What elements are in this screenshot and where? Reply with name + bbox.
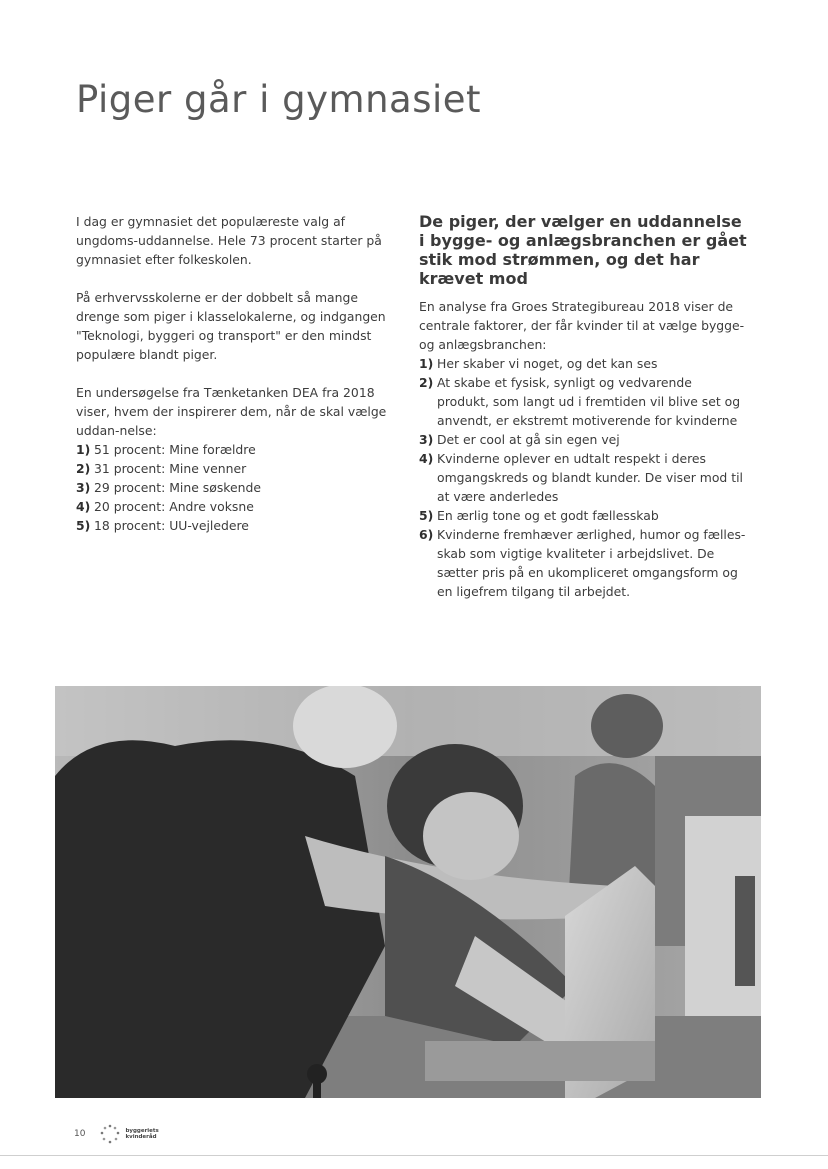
- list-item: [419, 449, 747, 506]
- publisher-logo: [99, 1123, 169, 1145]
- list-number: 4): [419, 451, 434, 466]
- list-text: Kvinderne fremhæver ærlighed, humor og fælles-skab som vigtige kvaliteter i arbejdslivet. De sætter pris på en ukompliceret omgangsform og en ligefrem tilgang til arbejdet.: [437, 527, 746, 599]
- page-title: Piger går i gymnasiet: [76, 78, 482, 121]
- list-item: [419, 506, 747, 525]
- list-text: Det er cool at gå sin egen vej: [437, 432, 620, 447]
- list-text: 51 procent: Mine forældre: [94, 442, 256, 457]
- list-item: [76, 440, 402, 459]
- survey-paragraph: En undersøgelse fra Tænketanken DEA fra 2018 viser, hvem der inspirerer dem, når de skal vælge uddan-nelse:: [76, 385, 387, 438]
- list-number: 6): [419, 527, 434, 542]
- list-item: [76, 516, 402, 535]
- list-item: [76, 497, 402, 516]
- section-heading: De piger, der vælger en uddannelse i bygge- og anlægsbranchen er gået stik mod strømmen, og det har krævet mod: [419, 212, 747, 288]
- list-number: 2): [76, 461, 91, 476]
- list-number: 3): [419, 432, 434, 447]
- list-number: 4): [76, 499, 91, 514]
- list-number: 1): [419, 356, 434, 371]
- list-number: 3): [76, 480, 91, 495]
- analysis-paragraph: En analyse fra Groes Strategibureau 2018 viser de centrale faktorer, der får kvinder til at vælge bygge- og anlægsbranchen:: [419, 299, 745, 352]
- list-text: 18 procent: UU-vejledere: [94, 518, 249, 533]
- list-text: Her skaber vi noget, og det kan ses: [437, 356, 658, 371]
- list-text: At skabe et fysisk, synligt og vedvarende produkt, som langt ud i fremtiden vil blive set og anvendt, er ekstremt motiverende for kvinderne: [437, 375, 741, 428]
- list-number: 2): [419, 375, 434, 390]
- list-item: [419, 354, 747, 373]
- list-item: [76, 459, 402, 478]
- page-footer: [74, 1122, 169, 1146]
- list-text: Kvinderne oplever en udtalt respekt i deres omgangskreds og blandt kunder. De viser mod til at være anderledes: [437, 451, 743, 504]
- logo-mark-icon: [99, 1123, 121, 1145]
- list-text: 31 procent: Mine venner: [94, 461, 247, 476]
- list-item: [419, 430, 747, 449]
- list-number: 5): [76, 518, 91, 533]
- left-column: [76, 212, 402, 535]
- right-column: [419, 212, 747, 601]
- list-text: 20 procent: Andre voksne: [94, 499, 254, 514]
- list-item: [76, 478, 402, 497]
- vocational-paragraph: På erhvervsskolerne er der dobbelt så mange drenge som piger i klasselokalerne, og indgangen "Teknologi, byggeri og transport" er den mindst populære blandt piger.: [76, 290, 386, 362]
- logo-text: byggeriets kvinderåd: [125, 1128, 159, 1140]
- list-text: 29 procent: Mine søskende: [94, 480, 261, 495]
- list-number: 5): [419, 508, 434, 523]
- list-item: [419, 373, 747, 430]
- bottom-divider: [0, 1155, 828, 1156]
- list-item: [419, 525, 747, 601]
- list-number: 1): [76, 442, 91, 457]
- inspiration-list: [76, 440, 402, 535]
- list-text: En ærlig tone og et godt fællesskab: [437, 508, 659, 523]
- intro-paragraph: I dag er gymnasiet det populæreste valg af ungdoms-uddannelse. Hele 73 procent starter på gymnasiet efter folkeskolen.: [76, 214, 382, 267]
- workshop-photo: [55, 686, 761, 1098]
- page-number: 10: [74, 1129, 86, 1139]
- workshop-photo-illustration: [55, 686, 761, 1098]
- factors-list: [419, 354, 747, 601]
